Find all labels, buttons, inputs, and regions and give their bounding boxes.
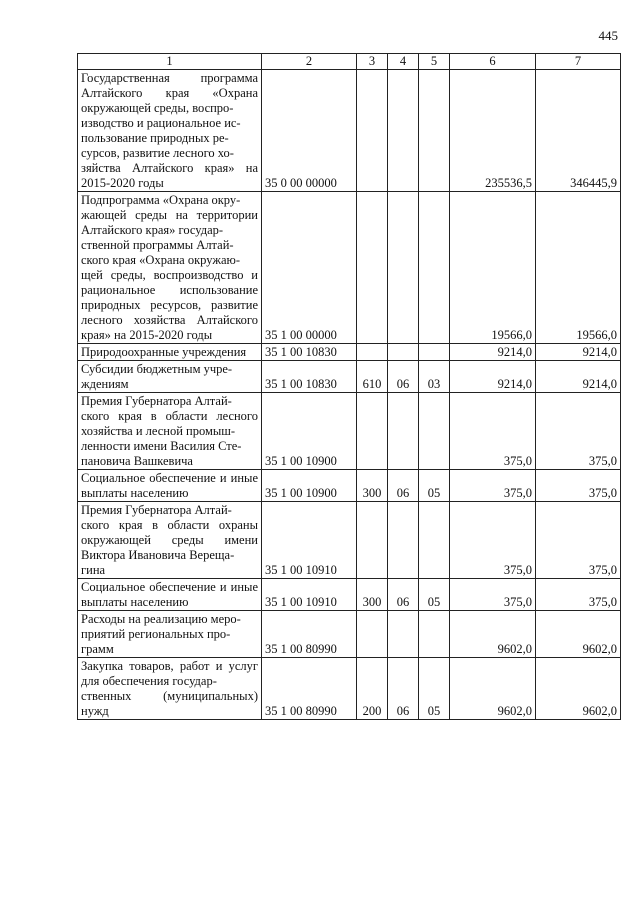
row-code: 35 0 00 00000 xyxy=(262,70,357,192)
row-value-col6: 9602,0 xyxy=(450,658,536,720)
row-value-col6: 9214,0 xyxy=(450,344,536,361)
row-code: 35 1 00 10830 xyxy=(262,361,357,393)
row-col5: 05 xyxy=(419,579,450,611)
row-col4 xyxy=(388,344,419,361)
row-name xyxy=(78,611,262,658)
table-row xyxy=(78,70,621,192)
table-row xyxy=(78,361,621,393)
row-code: 35 1 00 10900 xyxy=(262,393,357,470)
row-code: 35 1 00 10830 xyxy=(262,344,357,361)
row-name xyxy=(78,361,262,393)
table-row xyxy=(78,658,621,720)
row-col3: 300 xyxy=(357,579,388,611)
row-value-col7: 9602,0 xyxy=(536,658,621,720)
row-value-col6: 9602,0 xyxy=(450,611,536,658)
row-col4 xyxy=(388,611,419,658)
row-col3 xyxy=(357,611,388,658)
table-row xyxy=(78,192,621,344)
column-header: 4 xyxy=(388,54,419,70)
row-code: 35 1 00 10910 xyxy=(262,579,357,611)
row-name xyxy=(78,70,262,192)
row-col5: 05 xyxy=(419,470,450,502)
row-code: 35 1 00 10910 xyxy=(262,502,357,579)
row-value-col7: 19566,0 xyxy=(536,192,621,344)
row-name-text: Закупка товаров, работ и услуг для обеспечения государ- ственных (муниципальных) нужд xyxy=(81,659,258,718)
row-name-text: Социальное обеспечение и иные выплаты населению xyxy=(81,580,258,609)
row-value-col6: 375,0 xyxy=(450,393,536,470)
row-name-text: Премия Губернатора Алтай- ского края в области лесного хозяйства и лесной промыш- ленности имени Василия Сте- пановича Вашкевича xyxy=(81,394,258,468)
row-col4 xyxy=(388,70,419,192)
row-col4 xyxy=(388,192,419,344)
row-col5 xyxy=(419,192,450,344)
column-header: 3 xyxy=(357,54,388,70)
table-row xyxy=(78,502,621,579)
row-col3 xyxy=(357,192,388,344)
row-col3 xyxy=(357,393,388,470)
page-number: 445 xyxy=(598,28,618,43)
column-header: 2 xyxy=(262,54,357,70)
row-name-text: Подпрограмма «Охрана окру- жающей среды на территории Алтайского края» государ- ственной программы Алтай- ского края «Охрана окружаю- щей среды, воспроизводство и рациональное использование природных ресурсов, развитие лесного хозяйства Алтайского края» на 2015-2020 годы xyxy=(81,193,258,342)
row-col5 xyxy=(419,393,450,470)
table-row xyxy=(78,470,621,502)
row-name-text: Расходы на реализацию меро- приятий региональных про- грамм xyxy=(81,612,241,656)
row-value-col6: 375,0 xyxy=(450,502,536,579)
row-value-col7: 9214,0 xyxy=(536,361,621,393)
row-col3 xyxy=(357,70,388,192)
row-value-col6: 235536,5 xyxy=(450,70,536,192)
row-value-col7: 9602,0 xyxy=(536,611,621,658)
row-name xyxy=(78,502,262,579)
table-row xyxy=(78,579,621,611)
row-value-col7: 375,0 xyxy=(536,502,621,579)
row-col4: 06 xyxy=(388,361,419,393)
row-col3: 610 xyxy=(357,361,388,393)
table-row xyxy=(78,344,621,361)
column-header: 1 xyxy=(78,54,262,70)
row-col4: 06 xyxy=(388,658,419,720)
row-name-text: Премия Губернатора Алтай- ского края в области охраны окружающей среды имени Виктора Ивановича Верещa- гина xyxy=(81,503,258,577)
row-value-col7: 375,0 xyxy=(536,393,621,470)
row-col4 xyxy=(388,502,419,579)
row-value-col6: 375,0 xyxy=(450,579,536,611)
row-col3 xyxy=(357,502,388,579)
row-name xyxy=(78,470,262,502)
row-code: 35 1 00 10900 xyxy=(262,470,357,502)
budget-table xyxy=(77,53,621,720)
column-header: 6 xyxy=(450,54,536,70)
row-value-col6: 19566,0 xyxy=(450,192,536,344)
row-col3: 300 xyxy=(357,470,388,502)
row-value-col7: 9214,0 xyxy=(536,344,621,361)
row-name xyxy=(78,579,262,611)
row-col3 xyxy=(357,344,388,361)
row-code: 35 1 00 80990 xyxy=(262,658,357,720)
table-row xyxy=(78,611,621,658)
row-value-col7: 375,0 xyxy=(536,470,621,502)
column-header: 5 xyxy=(419,54,450,70)
row-name xyxy=(78,344,262,361)
column-header-row xyxy=(78,54,621,70)
row-code: 35 1 00 00000 xyxy=(262,192,357,344)
row-col4: 06 xyxy=(388,579,419,611)
row-col5 xyxy=(419,502,450,579)
row-name-text: Государственная программа Алтайского края «Охрана окружающей среды, воспро- изводство и рациональное ис- пользование природных ре- сурсов, развитие лесного хо- зяйства Алтайского края» на 2015-2020 годы xyxy=(81,71,258,190)
row-name xyxy=(78,658,262,720)
row-col4: 06 xyxy=(388,470,419,502)
row-name xyxy=(78,393,262,470)
table-row xyxy=(78,393,621,470)
row-name-text: Природоохранные учреждения xyxy=(81,345,247,359)
row-col5: 05 xyxy=(419,658,450,720)
row-value-col7: 346445,9 xyxy=(536,70,621,192)
column-header: 7 xyxy=(536,54,621,70)
row-name xyxy=(78,192,262,344)
row-name-text: Социальное обеспечение и иные выплаты населению xyxy=(81,471,258,500)
row-col5: 03 xyxy=(419,361,450,393)
row-col3: 200 xyxy=(357,658,388,720)
row-value-col6: 375,0 xyxy=(450,470,536,502)
row-value-col7: 375,0 xyxy=(536,579,621,611)
row-value-col6: 9214,0 xyxy=(450,361,536,393)
row-col5 xyxy=(419,70,450,192)
row-col5 xyxy=(419,344,450,361)
row-col5 xyxy=(419,611,450,658)
row-col4 xyxy=(388,393,419,470)
row-name-text: Субсидии бюджетным учре- ждениям xyxy=(81,362,233,391)
row-code: 35 1 00 80990 xyxy=(262,611,357,658)
